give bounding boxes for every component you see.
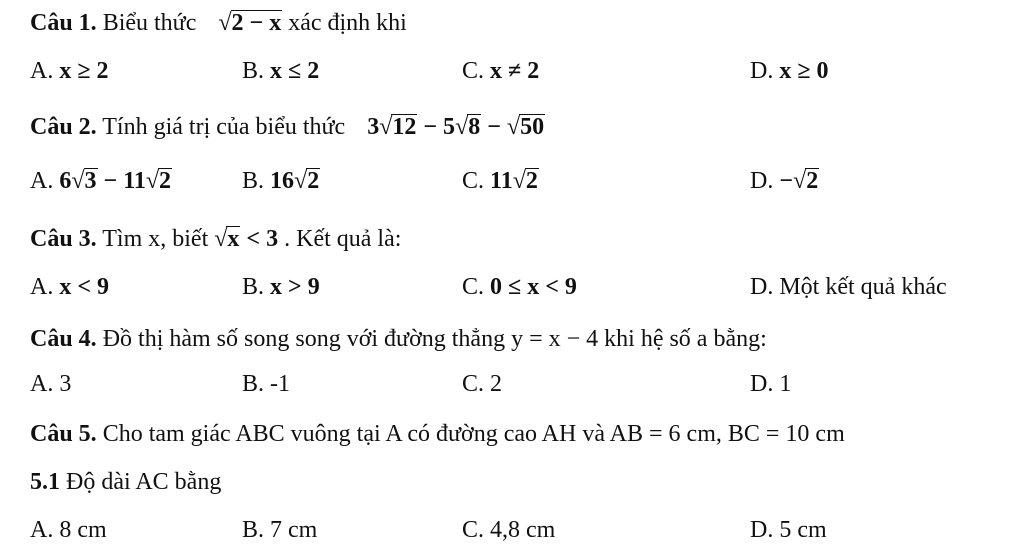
question-2 xyxy=(30,110,1024,144)
question-2-text-before: Tính giá trị của biểu thức xyxy=(102,114,346,140)
question-5-1 xyxy=(30,465,1024,499)
option-a[interactable]: A. 3 xyxy=(30,371,72,397)
question-3-label: Câu 3. xyxy=(30,226,97,252)
question-3-options xyxy=(0,270,1024,304)
option-c[interactable]: C. 0 ≤ x < 9 xyxy=(462,274,577,300)
question-1 xyxy=(30,6,1024,40)
option-d[interactable]: D. Một kết quả khác xyxy=(750,274,947,300)
option-c[interactable]: C. 2 xyxy=(462,371,503,397)
question-1-text-after: xác định khi xyxy=(288,10,407,36)
question-4-options xyxy=(0,367,1024,401)
option-a[interactable]: A. 8 cm xyxy=(30,517,107,543)
question-5-1-label: 5.1 xyxy=(30,469,60,495)
option-d[interactable]: D. 1 xyxy=(750,371,792,397)
option-a[interactable]: A. x ≥ 2 xyxy=(30,58,109,84)
question-5-label: Câu 5. xyxy=(30,421,97,447)
question-5 xyxy=(30,417,1024,451)
question-5-1-text: Độ dài AC bằng xyxy=(66,469,222,495)
question-1-expression: √2 − x xyxy=(218,10,282,36)
question-3 xyxy=(30,222,1024,256)
question-3-text-after: . Kết quả là: xyxy=(284,226,402,252)
option-d[interactable]: D. 5 cm xyxy=(750,517,827,543)
question-2-label: Câu 2. xyxy=(30,114,97,140)
question-1-text-before: Biểu thức xyxy=(102,10,197,36)
question-2-expression: 3√12 − 5√8 − √50 xyxy=(367,114,545,140)
option-d[interactable]: D. −√2 xyxy=(750,168,819,194)
option-b[interactable]: B. x > 9 xyxy=(242,274,320,300)
option-c[interactable]: C. 4,8 cm xyxy=(462,517,556,543)
question-1-label: Câu 1. xyxy=(30,10,97,36)
question-2-options xyxy=(0,164,1024,198)
option-d[interactable]: D. x ≥ 0 xyxy=(750,58,829,84)
question-1-options xyxy=(0,54,1024,88)
question-5-1-options xyxy=(0,513,1024,547)
option-c[interactable]: C. x ≠ 2 xyxy=(462,58,540,84)
radicand: 2 − x xyxy=(231,10,282,36)
question-4 xyxy=(30,322,1024,356)
question-4-label: Câu 4. xyxy=(30,326,97,352)
option-a[interactable]: A. x < 9 xyxy=(30,274,110,300)
option-b[interactable]: B. -1 xyxy=(242,371,291,397)
question-4-text: Đồ thị hàm số song song với đường thẳng y = x − 4 khi hệ số a bằng: xyxy=(102,326,767,352)
option-a[interactable]: A. 6√3 − 11√2 xyxy=(30,168,172,194)
option-b[interactable]: B. 16√2 xyxy=(242,168,320,194)
question-3-expression: √x < 3 xyxy=(214,226,279,252)
option-b[interactable]: B. 7 cm xyxy=(242,517,318,543)
question-3-text-before: Tìm x, biết xyxy=(102,226,209,252)
option-c[interactable]: C. 11√2 xyxy=(462,168,538,194)
question-5-text: Cho tam giác ABC vuông tại A có đường cao AH và AB = 6 cm, BC = 10 cm xyxy=(102,421,845,447)
option-b[interactable]: B. x ≤ 2 xyxy=(242,58,320,84)
